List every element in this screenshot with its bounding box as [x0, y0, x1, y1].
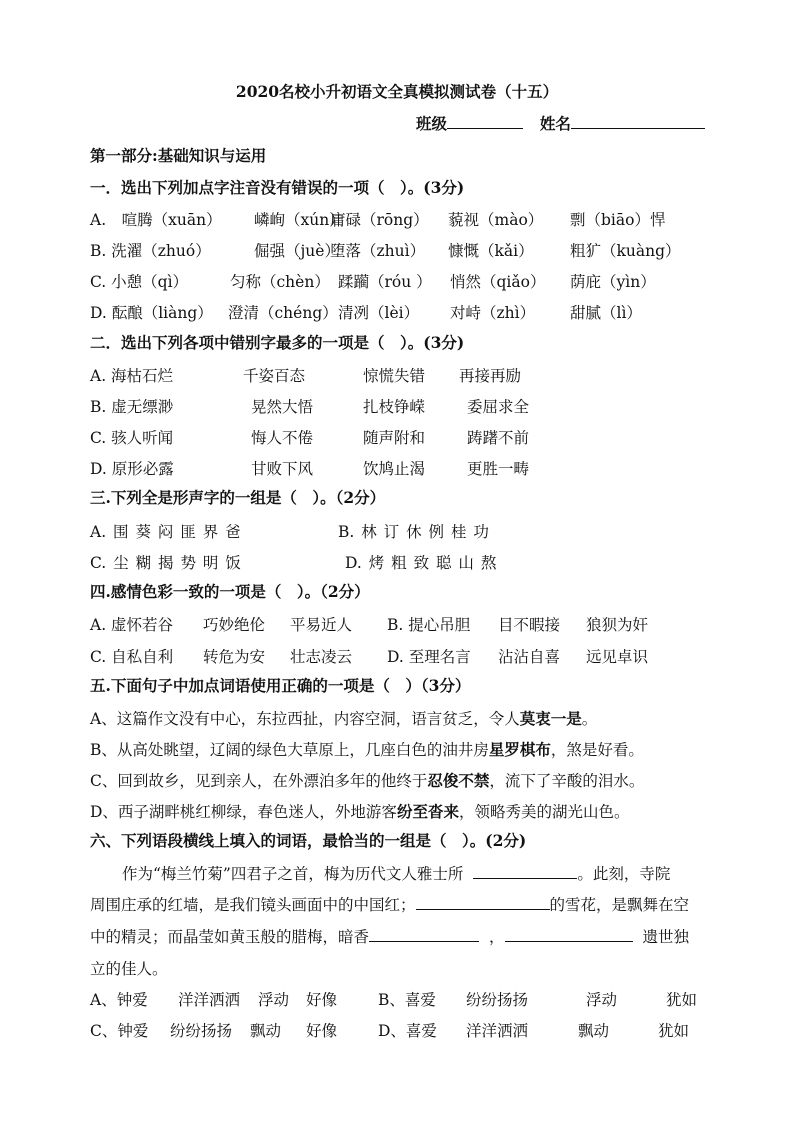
q4-row2-4: D. 至理名言 — [387, 648, 471, 666]
q6-text-1a: 作为“梅兰竹菊”四君子之首，梅为历代文人雅士所 — [122, 865, 464, 883]
q2-option-c-2: 悔人不倦 — [251, 429, 314, 447]
q6-option-b-2: 纷纷扬扬 — [466, 991, 529, 1009]
q4-row2-2: 转危为安 — [203, 648, 266, 666]
q6-option-a-2: 洋洋洒洒 — [178, 991, 241, 1009]
q1-option-b-2: 倔强（juè） — [254, 242, 340, 260]
q1-option-d-4: 对峙（zhì） — [450, 304, 536, 322]
q1-option-c-5: 荫庇（yìn） — [570, 273, 656, 291]
q6-text-2b: 的雪花，是飘舞在空 — [549, 896, 690, 914]
q1-option-a-4: 藐视（mào） — [448, 211, 544, 229]
q6-option-a-4: 好像 — [306, 991, 338, 1009]
q6-option-c-2: 纷纷扬扬 — [170, 1022, 233, 1040]
q4-row1-6: 狼狈为奸 — [586, 616, 649, 634]
q5-option-a — [90, 707, 597, 729]
q5-a-tail: 。 — [581, 710, 598, 728]
exam-title: 2020名校小升初语文全真模拟测试卷（十五） — [235, 82, 559, 101]
q2-option-c-3: 随声附和 — [363, 429, 426, 447]
q6-text-3c: 遗世独 — [642, 928, 690, 946]
q1-option-d-1: D. 酝酿（liàng） — [90, 304, 213, 322]
question-5-heading: 五.下面句子中加点词语使用正确的一项是（ ）（3分） — [90, 676, 471, 695]
question-1-heading: 一．选出下列加点字注音没有错误的一项（ ）。(3分) — [90, 178, 465, 197]
q5-c-text: C、回到故乡，见到亲人，在外漂泊多年的他终于 — [90, 772, 428, 790]
q1-option-d-2: 澄清（chéng） — [228, 304, 338, 322]
q6-option-c-4: 好像 — [306, 1022, 338, 1040]
q6-para-line1 — [122, 862, 670, 884]
q1-option-b-5: 粗犷（kuàng） — [570, 242, 681, 260]
q1-option-c-2: 匀称（chèn） — [230, 273, 330, 291]
q6-option-b-1: B、喜爱 — [378, 991, 436, 1009]
q5-d-tail: ，领略秀美的湖光山色。 — [458, 803, 630, 821]
q5-a-text: A、这篇作文没有中心，东拉西扯，内容空洞，语言贫乏，令人 — [90, 710, 520, 728]
question-3-heading: 三.下列全是形声字的一组是（ ）。（2分） — [90, 488, 386, 507]
question-6-heading: 六、下列语段横线上填入的词语，最恰当的一组是（ ）。(2分) — [90, 831, 527, 850]
q2-option-b-4: 委屈求全 — [467, 398, 530, 416]
q2-option-a-1: A. 海枯石烂 — [90, 367, 174, 385]
q6-option-d-1: D、喜爱 — [378, 1022, 437, 1040]
q1-option-d-3: 清冽（lèi） — [338, 304, 420, 322]
q6-blank-4[interactable] — [505, 925, 633, 942]
q2-option-a-2: 千姿百态 — [243, 367, 306, 385]
q1-option-c-3: 蹂躏（róu ） — [338, 273, 432, 291]
q5-b-text: B、从高处眺望，辽阔的绿色大草原上，几座白色的油井房 — [90, 741, 489, 759]
q5-c-keyword: 忍俊不禁 — [427, 771, 490, 790]
q4-row1-4: B. 提心吊胆 — [387, 616, 471, 634]
q2-option-d-3: 饮鸠止渴 — [363, 460, 426, 478]
q6-option-a-1: A、钟爱 — [90, 991, 148, 1009]
q2-option-b-1: B. 虚无缥渺 — [90, 398, 174, 416]
q1-option-b-4: 慷慨（kǎi） — [448, 242, 534, 260]
q1-option-a-5: 剽（biāo）悍 — [570, 211, 666, 229]
question-2-heading: 二．选出下列各项中错别字最多的一项是（ ）。(3分) — [90, 333, 465, 352]
q1-option-a-2: 嶙峋（xún） — [254, 211, 345, 229]
q4-row2-6: 远见卓识 — [586, 648, 649, 666]
q1-option-b-3: 堕落（zhuì） — [330, 242, 426, 260]
q3-option-d: D. 烤 粗 致 聪 山 熬 — [345, 554, 497, 572]
q4-row1-1: A. 虚怀若谷 — [90, 616, 174, 634]
q6-option-d-3: 飘动 — [578, 1022, 610, 1040]
q5-c-tail: ，流下了辛酸的泪水。 — [489, 772, 645, 790]
q3-option-c: C. 尘 糊 揭 势 明 饭 — [90, 554, 241, 572]
q5-option-d — [90, 800, 629, 822]
q1-option-c-4: 悄然（qiǎo） — [450, 273, 546, 291]
q2-option-c-4: 踌躇不前 — [467, 429, 530, 447]
q6-option-b-3: 浮动 — [586, 991, 618, 1009]
q6-text-1b: 。此刻，寺院 — [577, 865, 671, 883]
q3-option-b: B. 林 订 休 例 桂 功 — [338, 523, 489, 541]
q4-row2-1: C. 自私自利 — [90, 648, 174, 666]
q6-blank-2[interactable] — [416, 893, 550, 910]
q6-option-c-3: 飘动 — [250, 1022, 282, 1040]
q6-para-line3 — [90, 925, 689, 947]
q1-option-a-1: A. 喧腾（xuān） — [90, 211, 222, 229]
class-label: 班级 — [416, 114, 448, 133]
q6-text-2a: 周围庄承的红墙，是我们镜头画面中的中国红； — [90, 896, 416, 914]
q1-option-a-3: 庸碌（rōng） — [330, 211, 429, 229]
q2-option-d-2: 甘败下风 — [251, 460, 314, 478]
q6-text-3b: ， — [489, 928, 505, 946]
q2-option-a-3: 惊慌失错 — [363, 367, 426, 385]
q4-row1-2: 巧妙绝伦 — [203, 616, 266, 634]
q5-d-text: D、西子湖畔桃红柳绿，春色迷人，外地游客 — [90, 803, 397, 821]
q5-b-keyword: 星罗棋布 — [488, 740, 551, 759]
q2-option-b-2: 晃然大悟 — [251, 398, 314, 416]
q4-row2-5: 沾沾自喜 — [498, 648, 561, 666]
q3-option-a: A. 围 葵 闷 匪 界 爸 — [90, 523, 241, 541]
name-blank[interactable] — [571, 112, 705, 129]
q6-blank-3[interactable] — [369, 925, 479, 942]
q2-option-d-4: 更胜一畴 — [467, 460, 530, 478]
q6-option-d-4: 犹如 — [658, 1022, 690, 1040]
q1-option-d-5: 甜腻（lì） — [570, 304, 642, 322]
q1-option-c-1: C. 小憩（qì） — [90, 273, 189, 291]
q4-row2-3: 壮志凌云 — [290, 648, 353, 666]
q5-a-keyword: 莫衷一是 — [519, 709, 582, 728]
part-one-heading: 第一部分:基础知识与运用 — [90, 146, 267, 165]
q4-row1-5: 目不暇接 — [498, 616, 561, 634]
q5-d-keyword: 纷至沓来 — [396, 802, 459, 821]
q6-para-line4: 立的佳人。 — [90, 960, 168, 978]
q6-text-3a: 中的精灵；而晶莹如黄玉般的腊梅，暗香 — [90, 928, 370, 946]
q2-option-d-1: D. 原形必露 — [90, 460, 174, 478]
q2-option-a-4: 再接再励 — [459, 367, 522, 385]
q2-option-b-3: 扎枝铮嵘 — [363, 398, 426, 416]
q6-option-b-4: 犹如 — [666, 991, 698, 1009]
class-name-line — [416, 112, 705, 134]
q5-option-b — [90, 738, 644, 760]
question-4-heading: 四.感情色彩一致的一项是（ ）。（2分） — [90, 582, 370, 601]
q6-option-c-1: C、钟爱 — [90, 1022, 149, 1040]
name-label: 姓名 — [539, 114, 571, 133]
class-blank[interactable] — [447, 112, 523, 129]
q6-option-a-3: 浮动 — [258, 991, 290, 1009]
q2-option-c-1: C. 骇人听闻 — [90, 429, 174, 447]
q6-para-line2 — [90, 893, 689, 915]
q6-blank-1[interactable] — [473, 862, 577, 879]
q6-option-d-2: 洋洋洒洒 — [466, 1022, 529, 1040]
q5-option-c — [90, 769, 644, 791]
q5-b-tail: ，煞是好看。 — [550, 741, 644, 759]
q4-row1-3: 平易近人 — [290, 616, 353, 634]
q1-option-b-1: B. 洗濯（zhuó） — [90, 242, 211, 260]
